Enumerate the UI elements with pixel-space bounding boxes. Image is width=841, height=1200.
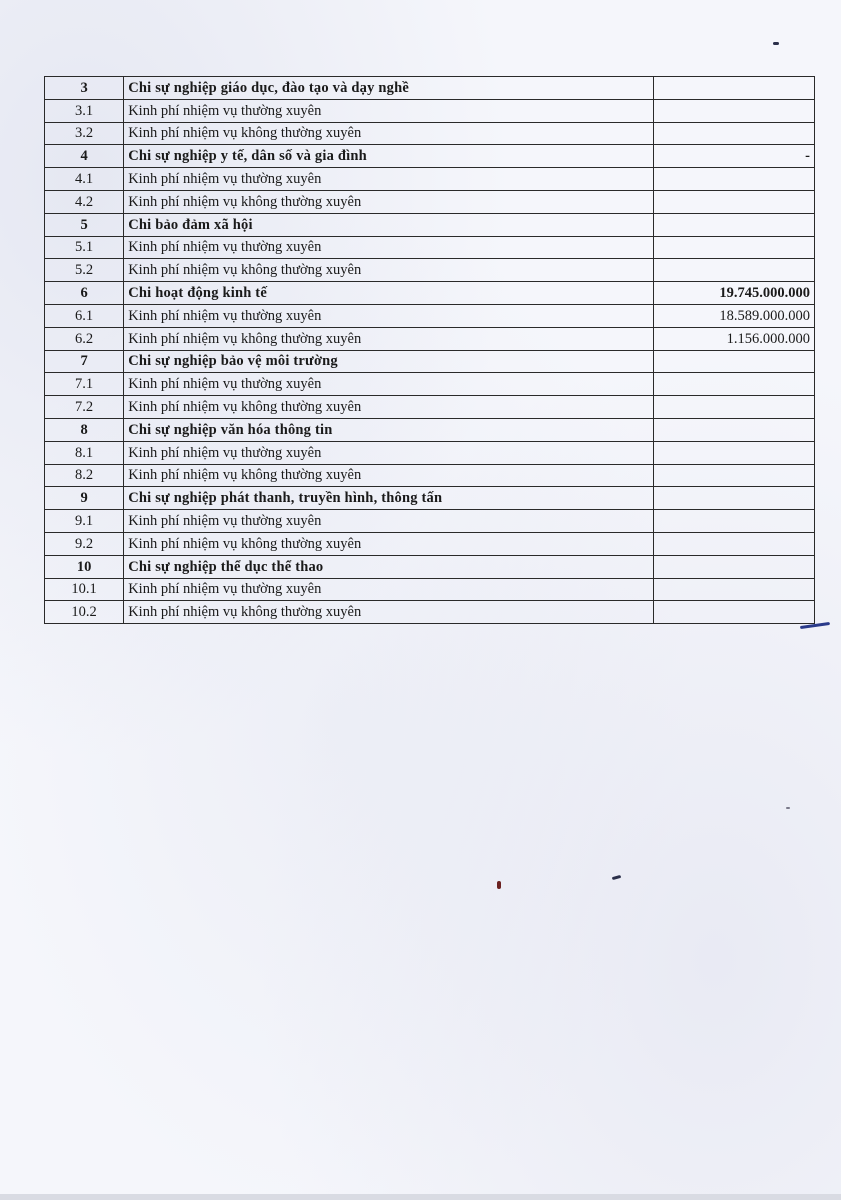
table-row [45,441,815,464]
table-row [45,532,815,555]
item-name: Chi sự nghiệp giáo dục, đào tạo và dạy nghề [124,77,653,100]
table-row [45,77,815,100]
table-row [45,350,815,373]
table-row [45,282,815,305]
item-number: 3.1 [45,99,124,122]
item-number: 8.2 [45,464,124,487]
item-name: Kinh phí nhiệm vụ không thường xuyên [124,327,653,350]
item-name: Kinh phí nhiệm vụ không thường xuyên [124,601,653,624]
item-name: Chi bảo đảm xã hội [124,213,653,236]
item-amount [653,77,814,100]
item-number: 10.2 [45,601,124,624]
table-row [45,510,815,533]
budget-table [44,76,815,624]
item-number: 3 [45,77,124,100]
item-number: 5 [45,213,124,236]
item-amount [653,578,814,601]
table-row [45,236,815,259]
table-row [45,601,815,624]
table-row [45,487,815,510]
item-amount [653,373,814,396]
table-row [45,555,815,578]
item-amount [653,122,814,145]
item-amount: 1.156.000.000 [653,327,814,350]
budget-table-body [45,77,815,624]
item-name: Kinh phí nhiệm vụ thường xuyên [124,578,653,601]
item-name: Kinh phí nhiệm vụ không thường xuyên [124,532,653,555]
item-name: Chi hoạt động kinh tế [124,282,653,305]
item-name: Kinh phí nhiệm vụ thường xuyên [124,236,653,259]
pen-mark-center-right [612,875,621,880]
item-number: 4.2 [45,190,124,213]
item-amount [653,259,814,282]
item-number: 8 [45,418,124,441]
item-name: Kinh phí nhiệm vụ không thường xuyên [124,259,653,282]
pen-mark-top-right [773,42,779,45]
item-number: 4.1 [45,168,124,191]
item-number: 7.1 [45,373,124,396]
item-name: Chi sự nghiệp y tế, dân số và gia đình [124,145,653,168]
item-name: Chi sự nghiệp phát thanh, truyền hình, thông tấn [124,487,653,510]
pen-mark-center [497,881,501,889]
table-row [45,464,815,487]
table-row [45,122,815,145]
item-number: 7.2 [45,396,124,419]
table-row [45,99,815,122]
item-number: 6 [45,282,124,305]
table-row [45,213,815,236]
item-name: Kinh phí nhiệm vụ thường xuyên [124,304,653,327]
item-number: 5.2 [45,259,124,282]
item-amount [653,350,814,373]
item-name: Chi sự nghiệp bảo vệ môi trường [124,350,653,373]
table-row [45,145,815,168]
item-name: Kinh phí nhiệm vụ thường xuyên [124,168,653,191]
item-amount [653,99,814,122]
item-amount [653,601,814,624]
item-amount [653,464,814,487]
item-number: 10.1 [45,578,124,601]
item-name: Chi sự nghiệp văn hóa thông tin [124,418,653,441]
item-name: Kinh phí nhiệm vụ thường xuyên [124,373,653,396]
item-amount [653,555,814,578]
item-number: 6.2 [45,327,124,350]
table-row [45,168,815,191]
item-amount [653,190,814,213]
item-number: 4 [45,145,124,168]
table-row [45,304,815,327]
item-amount [653,168,814,191]
table-row [45,259,815,282]
table-row [45,327,815,350]
item-amount [653,441,814,464]
item-name: Kinh phí nhiệm vụ thường xuyên [124,99,653,122]
item-number: 7 [45,350,124,373]
item-amount [653,236,814,259]
item-name: Chi sự nghiệp thể dục thể thao [124,555,653,578]
item-name: Kinh phí nhiệm vụ không thường xuyên [124,122,653,145]
item-number: 3.2 [45,122,124,145]
item-amount [653,532,814,555]
item-number: 9.1 [45,510,124,533]
table-row [45,418,815,441]
item-name: Kinh phí nhiệm vụ thường xuyên [124,441,653,464]
item-name: Kinh phí nhiệm vụ không thường xuyên [124,396,653,419]
item-name: Kinh phí nhiệm vụ thường xuyên [124,510,653,533]
item-amount: 18.589.000.000 [653,304,814,327]
table-row [45,578,815,601]
item-name: Kinh phí nhiệm vụ không thường xuyên [124,190,653,213]
item-number: 8.1 [45,441,124,464]
table-row [45,396,815,419]
item-name: Kinh phí nhiệm vụ không thường xuyên [124,464,653,487]
item-number: 9 [45,487,124,510]
item-number: 6.1 [45,304,124,327]
item-amount [653,396,814,419]
item-number: 10 [45,555,124,578]
item-amount [653,418,814,441]
pen-mark-right [786,807,790,809]
item-amount [653,510,814,533]
scan-bottom-edge [0,1194,841,1200]
item-amount: 19.745.000.000 [653,282,814,305]
item-amount: - [653,145,814,168]
item-number: 5.1 [45,236,124,259]
table-row [45,373,815,396]
table-row [45,190,815,213]
item-amount [653,487,814,510]
item-number: 9.2 [45,532,124,555]
item-amount [653,213,814,236]
